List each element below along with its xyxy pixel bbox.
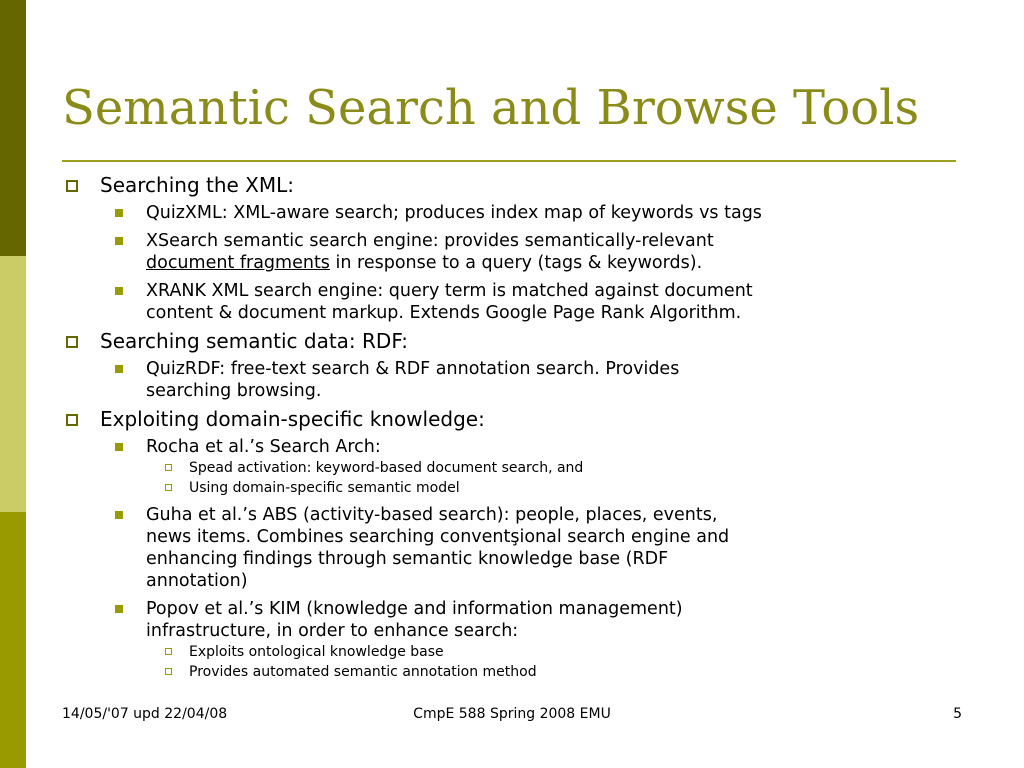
slide-title: Semantic Search and Browse Tools xyxy=(62,80,920,136)
square-bullet-icon xyxy=(115,237,123,245)
square-bullet-icon xyxy=(115,287,123,295)
bullet-quizrdf: QuizRDF: free-text search & RDF annotation search. Provides searching browsing. xyxy=(0,358,1024,402)
small-hollow-square-bullet-icon xyxy=(165,484,172,491)
bullet-domain-semantic-model: Using domain-specific semantic model xyxy=(0,478,1024,498)
bullet-domain-knowledge: Exploiting domain-specific knowledge: xyxy=(0,408,1024,430)
small-hollow-square-bullet-icon xyxy=(165,648,172,655)
bullet-xrank: XRANK XML search engine: query term is matched against document content & document markup. Extends Google Page Rank Algorithm. xyxy=(0,280,1024,324)
bullet-popov: Popov et al.’s KIM (knowledge and information management) infrastructure, in order to enhance search: xyxy=(0,598,1024,642)
square-bullet-icon xyxy=(115,511,123,519)
bullet-searching-rdf: Searching semantic data: RDF: xyxy=(0,330,1024,352)
square-bullet-icon xyxy=(115,365,123,373)
square-bullet-icon xyxy=(115,605,123,613)
slide-body xyxy=(0,170,1024,682)
bullet-xsearch: XSearch semantic search engine: provides semantically-relevant document fragments in response to a query (tags & keywords). xyxy=(0,230,1024,274)
footer-date: 14/05/'07 upd 22/04/08 xyxy=(62,706,228,722)
bullet-quizxml: QuizXML: XML-aware search; produces index map of keywords vs tags xyxy=(0,202,1024,224)
document-fragments-link[interactable]: document fragments xyxy=(146,253,330,273)
hollow-square-bullet-icon xyxy=(66,414,78,426)
bullet-guha: Guha et al.’s ABS (activity-based search): people, places, events, news items. Combines searching conventşional search engine and enhancing findings through semantic knowledge base (RDF annotation) xyxy=(0,504,1024,592)
bullet-searching-xml: Searching the XML: xyxy=(0,174,1024,196)
square-bullet-icon xyxy=(115,209,123,217)
small-hollow-square-bullet-icon xyxy=(165,464,172,471)
bullet-ontological-kb: Exploits ontological knowledge base xyxy=(0,642,1024,662)
bullet-rocha: Rocha et al.’s Search Arch: xyxy=(0,436,1024,458)
bullet-spead-activation: Spead activation: keyword-based document search, and xyxy=(0,458,1024,478)
square-bullet-icon xyxy=(115,443,123,451)
hollow-square-bullet-icon xyxy=(66,180,78,192)
title-divider xyxy=(62,160,956,162)
bullet-automated-annotation: Provides automated semantic annotation method xyxy=(0,662,1024,682)
footer-course: CmpE 588 Spring 2008 EMU xyxy=(413,706,611,722)
footer-page-number: 5 xyxy=(953,706,962,722)
small-hollow-square-bullet-icon xyxy=(165,668,172,675)
hollow-square-bullet-icon xyxy=(66,336,78,348)
